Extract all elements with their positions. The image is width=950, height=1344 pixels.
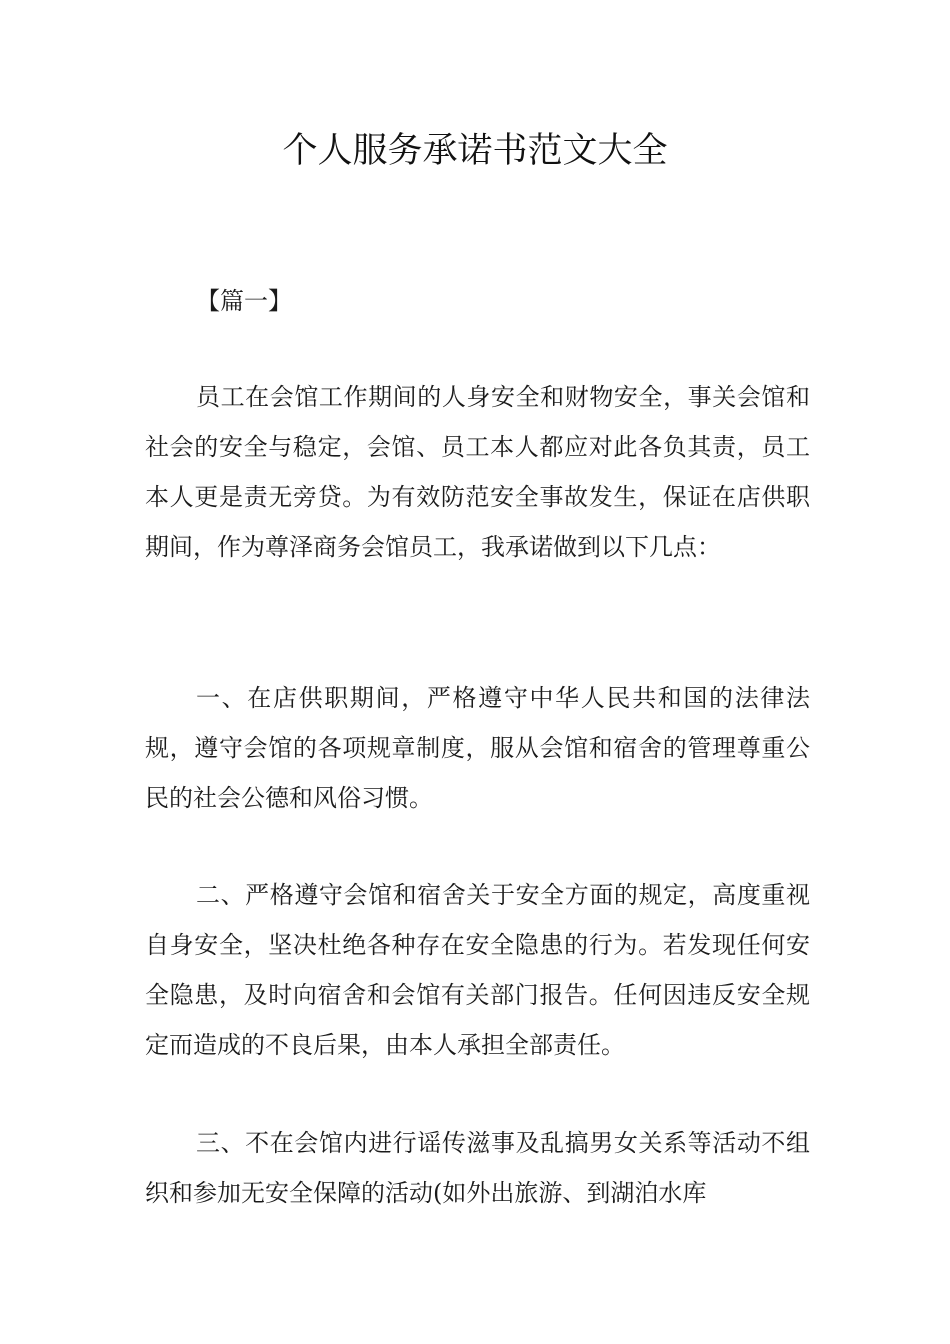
- paragraph-item-1: 一、在店供职期间，严格遵守中华人民共和国的法律法规，遵守会馆的各项规章制度，服从会馆和宿舍的管理尊重公民的社会公德和风俗习惯。: [145, 684, 810, 812]
- page-title: 个人服务承诺书范文大全: [282, 131, 668, 171]
- paragraph-intro: 员工在会馆工作期间的人身安全和财物安全，事关会馆和社会的安全与稳定，会馆、员工本人都应对此各负其责，员工本人更是责无旁贷。为有效防范安全事故发生，保证在店供职期间，作为尊泽商务会馆员工，我承诺做到以下几点：: [145, 383, 810, 561]
- paragraph-item-2: 二、严格遵守会馆和宿舍关于安全方面的规定，高度重视自身安全，坚决杜绝各种存在安全隐患的行为。若发现任何安全隐患，及时向宿舍和会馆有关部门报告。任何因违反安全规定而造成的不良后果，由本人承担全部责任。: [145, 881, 810, 1059]
- section-label: 【篇一】: [196, 287, 292, 315]
- paragraph-item-3: 三、不在会馆内进行谣传滋事及乱搞男女关系等活动不组织和参加无安全保障的活动(如外出旅游、到湖泊水库: [145, 1129, 810, 1207]
